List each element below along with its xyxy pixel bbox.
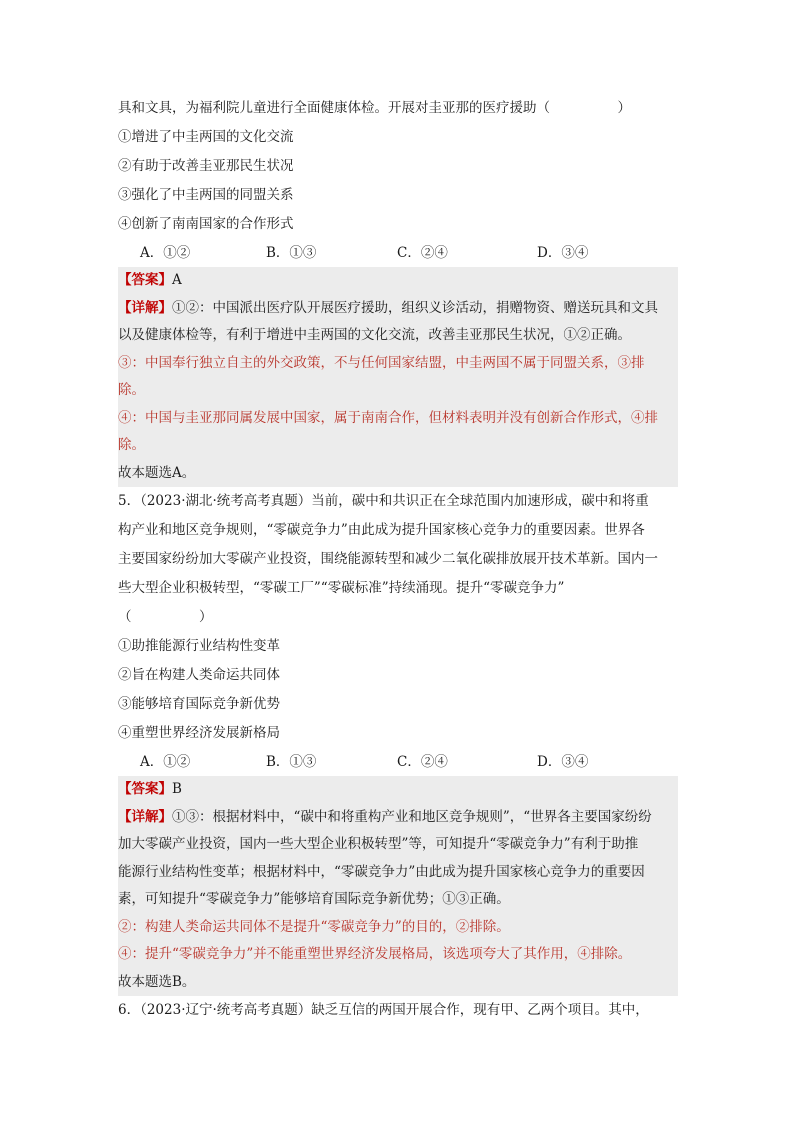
- q4-item-3: ③强化了中圭两国的同盟关系: [118, 187, 294, 203]
- q5-stem-line-2: 构产业和地区竞争规则，“零碳竞争力”由此成为提升国家核心竞争力的重要因素。世界各: [118, 522, 645, 538]
- q4-detail-line-1: [118, 295, 678, 323]
- detail-text: ①③：根据材料中，“碳中和将重构产业和地区竞争规则”，“世界各主要国家纷纷: [172, 808, 652, 825]
- q5-item-3: ③能够培育国际竞争新优势: [118, 696, 280, 712]
- q4-item-1: ①增进了中圭两国的文化交流: [118, 129, 294, 145]
- detail-tag: 【详解】: [118, 299, 172, 316]
- answer-value: B: [172, 781, 182, 797]
- q5-option-c: C．②④: [397, 754, 448, 770]
- q4-exclusion-3-line-1: ③：中国奉行独立自主的外交政策，不与任何国家结盟，中圭两国不属于同盟关系，③排: [118, 354, 645, 371]
- q4-exclusion-4-line-2: 除。: [118, 437, 145, 453]
- q4-conclusion: 故本题选A。: [118, 464, 196, 481]
- answer-tag: 【答案】: [118, 272, 172, 288]
- q5-options: [118, 748, 678, 776]
- q4-detail-line-2: 以及健康体检等，有利于增进中圭两国的文化交流，改善圭亚那民生状况，①②正确。: [118, 327, 631, 343]
- q6-stem-line-1: 6．（2023·辽宁·统考高考真题）缺乏互信的两国开展合作，现有甲、乙两个项目。其中，: [118, 1002, 649, 1018]
- q5-answer: [118, 776, 678, 804]
- q4-option-b: B．①③: [266, 245, 317, 261]
- answer-value: A: [172, 272, 182, 288]
- q5-item-1: ①助推能源行业结构性变革: [118, 638, 280, 654]
- answer-tag: 【答案】: [118, 781, 172, 797]
- q5-stem-line-1: 5．（2023·湖北·统考高考真题）当前，碳中和共识正在全球范围内加速形成，碳中和将重: [118, 493, 649, 509]
- q5-solution-block: [118, 776, 678, 996]
- q4-options: [118, 239, 678, 267]
- detail-text: ①②：中国派出医疗队开展医疗援助，组织义诊活动，捐赠物资、赠送玩具和文具: [172, 299, 658, 316]
- q4-solution-block: [118, 267, 678, 487]
- q5-detail-line-2: 加大零碳产业投资，国内一些大型企业积极转型”等，可知提升“零碳竞争力”有利于助推: [118, 836, 639, 852]
- q5-option-b: B．①③: [266, 754, 317, 770]
- q5-item-2: ②旨在构建人类命运共同体: [118, 667, 280, 683]
- q5-exclusion-4: ④：提升“零碳竞争力”并不能重塑世界经济发展格局，该选项夸大了其作用，④排除。: [118, 946, 632, 962]
- q5-option-d: D．③④: [537, 754, 589, 770]
- q4-exclusion-3-line-2: 除。: [118, 382, 145, 398]
- q4-option-d: D．③④: [537, 245, 589, 261]
- q4-exclusion-4-line-1: ④：中国与圭亚那同属发展中国家，属于南南合作，但材料表明并没有创新合作形式，④排: [118, 409, 658, 426]
- page-content: [118, 94, 678, 1025]
- q4-answer: [118, 267, 678, 295]
- q5-item-4: ④重塑世界经济发展新格局: [118, 725, 280, 741]
- q5-stem-line-4: 些大型企业积极转型，“零碳工厂”“零碳标准”持续涌现。提升“零碳竞争力”: [118, 580, 565, 596]
- q4-option-a: A．①②: [140, 245, 191, 261]
- q5-stem-line-5: （ ）: [118, 609, 213, 625]
- q5-detail-line-3: 能源行业结构性变革；根据材料中，“零碳竞争力”由此成为提升国家核心竞争力的重要因: [118, 863, 645, 880]
- q5-option-a: A．①②: [140, 754, 191, 770]
- q5-detail-line-4: 素，可知提升“零碳竞争力”能够培育国际竞争新优势；①③正确。: [118, 891, 510, 907]
- q5-detail-line-1: [118, 804, 678, 832]
- q4-option-c: C．②④: [397, 245, 448, 261]
- q4-stem-tail: 具和文具，为福利院儿童进行全面健康体检。开展对圭亚那的医疗援助（ ）: [118, 100, 631, 116]
- q5-stem-line-3: 主要国家纷纷加大零碳产业投资，围绕能源转型和减少二氧化碳排放展开技术革新。国内一: [118, 551, 658, 567]
- q4-item-2: ②有助于改善圭亚那民生状况: [118, 158, 294, 174]
- q4-item-4: ④创新了南南国家的合作形式: [118, 216, 294, 232]
- q5-exclusion-2: ②：构建人类命运共同体不是提升“零碳竞争力”的目的，②排除。: [118, 918, 510, 935]
- q5-conclusion: 故本题选B。: [118, 973, 196, 990]
- detail-tag: 【详解】: [118, 808, 172, 825]
